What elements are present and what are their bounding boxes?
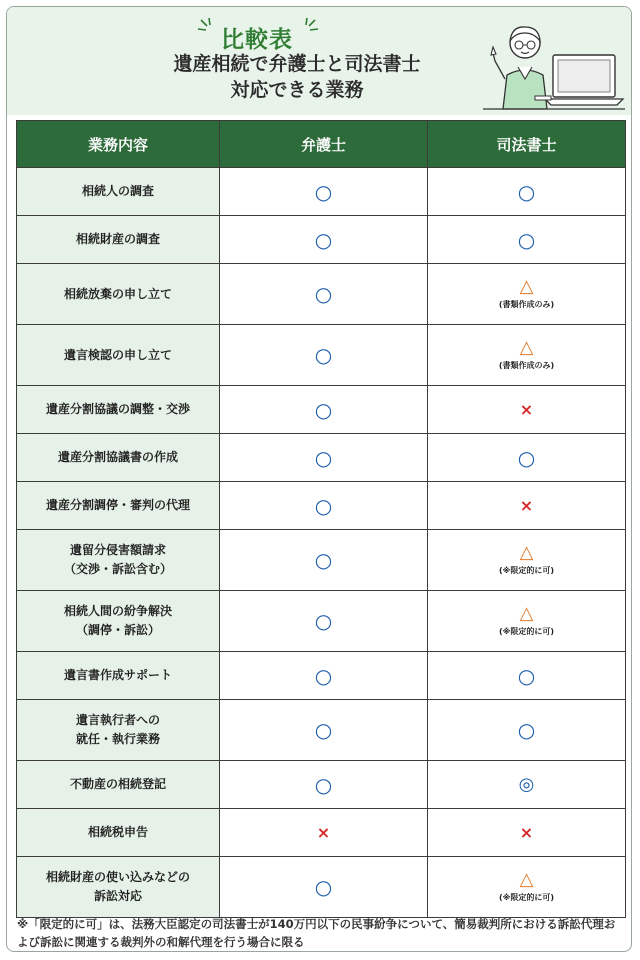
table-row bbox=[17, 216, 626, 264]
table-row bbox=[17, 652, 626, 700]
circle-mark-icon: ○ bbox=[517, 227, 536, 252]
scrivener-mark-cell bbox=[428, 700, 626, 761]
scrivener-mark-cell bbox=[428, 652, 626, 700]
triangle-mark-icon: △ bbox=[519, 603, 534, 624]
circle-mark-icon: ○ bbox=[314, 179, 333, 204]
table-row bbox=[17, 325, 626, 386]
task-label: 相続人間の紛争解決 （調停・訴訟） bbox=[17, 591, 220, 652]
circle-mark-icon: ○ bbox=[517, 179, 536, 204]
triangle-mark-icon: △ bbox=[519, 869, 534, 890]
lawyer-mark-cell bbox=[220, 809, 428, 857]
circle-mark-icon: ○ bbox=[314, 282, 333, 306]
circle-mark-icon: ○ bbox=[314, 548, 333, 572]
triangle-mark-icon: △ bbox=[519, 337, 534, 358]
scrivener-mark-cell bbox=[428, 216, 626, 264]
scrivener-mark-cell bbox=[428, 530, 626, 591]
footnote: ※「限定的に可」は、法務大臣認定の司法書士が140万円以下の民事紛争について、簡易裁判所における訴訟代理および訴訟に関連する裁判外の和解代理を行う場合に限る bbox=[17, 917, 616, 949]
lawyer-mark-cell bbox=[220, 434, 428, 482]
table-row bbox=[17, 264, 626, 325]
table-row bbox=[17, 700, 626, 761]
lawyer-mark-cell bbox=[220, 264, 428, 325]
circle-mark-icon: ○ bbox=[314, 445, 333, 470]
scrivener-note: (※限定的に可) bbox=[498, 566, 555, 575]
scrivener-mark-cell bbox=[428, 168, 626, 216]
page-title: 比較表 bbox=[221, 27, 293, 53]
circle-mark-icon: ○ bbox=[314, 609, 333, 633]
table-header-row bbox=[17, 121, 626, 168]
circle-mark-icon: ○ bbox=[314, 663, 333, 688]
table-row bbox=[17, 386, 626, 434]
task-label: 遺産分割協議書の作成 bbox=[17, 434, 220, 482]
task-label: 相続人の調査 bbox=[17, 168, 220, 216]
scrivener-note: (※限定的に可) bbox=[498, 893, 555, 902]
scrivener-mark-cell bbox=[428, 264, 626, 325]
comparison-table bbox=[16, 120, 626, 918]
task-label: 相続税申告 bbox=[17, 809, 220, 857]
circle-mark-icon: ○ bbox=[314, 718, 333, 742]
circle-mark-icon: ○ bbox=[314, 227, 333, 252]
task-label: 遺産分割調停・審判の代理 bbox=[17, 482, 220, 530]
header-banner bbox=[7, 7, 631, 115]
table-row bbox=[17, 591, 626, 652]
triangle-mark-icon: △ bbox=[519, 276, 534, 297]
task-label: 相続財産の調査 bbox=[17, 216, 220, 264]
cross-mark-icon: × bbox=[519, 399, 534, 419]
lawyer-mark-cell bbox=[220, 591, 428, 652]
scrivener-mark-cell bbox=[428, 386, 626, 434]
double-circle-mark-icon: ◎ bbox=[518, 773, 535, 795]
circle-mark-icon: ○ bbox=[517, 663, 536, 688]
lawyer-mark-cell bbox=[220, 216, 428, 264]
subtitle-line-2: 対応できる業務 bbox=[230, 79, 364, 101]
task-label: 遺留分侵害額請求 （交渉・訴訟含む） bbox=[17, 530, 220, 591]
cross-mark-icon: × bbox=[316, 822, 331, 842]
circle-mark-icon: ○ bbox=[517, 718, 536, 742]
table-row bbox=[17, 530, 626, 591]
table-row bbox=[17, 761, 626, 809]
cross-mark-icon: × bbox=[519, 822, 534, 842]
scrivener-mark-cell bbox=[428, 325, 626, 386]
lawyer-mark-cell bbox=[220, 325, 428, 386]
scrivener-mark-cell bbox=[428, 809, 626, 857]
circle-mark-icon: ○ bbox=[517, 445, 536, 470]
lawyer-mark-cell bbox=[220, 857, 428, 918]
table-row bbox=[17, 482, 626, 530]
task-label: 遺産分割協議の調整・交渉 bbox=[17, 386, 220, 434]
lawyer-mark-cell bbox=[220, 761, 428, 809]
task-label: 遺言執行者への 就任・執行業務 bbox=[17, 700, 220, 761]
table-row bbox=[17, 168, 626, 216]
lawyer-mark-cell bbox=[220, 482, 428, 530]
lawyer-mark-cell bbox=[220, 386, 428, 434]
table-row bbox=[17, 857, 626, 918]
scrivener-note: (書類作成のみ) bbox=[498, 361, 555, 370]
column-header-scrivener: 司法書士 bbox=[428, 121, 626, 168]
lawyer-mark-cell bbox=[220, 700, 428, 761]
advisor-with-laptop-illustration bbox=[477, 17, 627, 113]
table-row bbox=[17, 434, 626, 482]
column-header-task: 業務内容 bbox=[17, 121, 220, 168]
scrivener-mark-cell bbox=[428, 761, 626, 809]
task-label: 遺言検認の申し立て bbox=[17, 325, 220, 386]
task-label: 相続放棄の申し立て bbox=[17, 264, 220, 325]
circle-mark-icon: ○ bbox=[314, 397, 333, 422]
circle-mark-icon: ○ bbox=[314, 875, 333, 899]
scrivener-mark-cell bbox=[428, 591, 626, 652]
lawyer-mark-cell bbox=[220, 168, 428, 216]
scrivener-mark-cell bbox=[428, 857, 626, 918]
cross-mark-icon: × bbox=[519, 495, 534, 515]
table-row bbox=[17, 809, 626, 857]
comparison-card bbox=[6, 6, 632, 952]
circle-mark-icon: ○ bbox=[314, 772, 333, 797]
scrivener-note: (※限定的に可) bbox=[498, 627, 555, 636]
scrivener-mark-cell bbox=[428, 434, 626, 482]
circle-mark-icon: ○ bbox=[314, 343, 333, 367]
scrivener-note: (書類作成のみ) bbox=[498, 300, 555, 309]
subtitle-line-1: 遺産相続で弁護士と司法書士 bbox=[173, 53, 421, 75]
column-header-lawyer: 弁護士 bbox=[220, 121, 428, 168]
circle-mark-icon: ○ bbox=[314, 493, 333, 518]
lawyer-mark-cell bbox=[220, 530, 428, 591]
task-label: 相続財産の使い込みなどの 訴訟対応 bbox=[17, 857, 220, 918]
sparkle-right-icon bbox=[297, 17, 319, 39]
scrivener-mark-cell bbox=[428, 482, 626, 530]
task-label: 遺言書作成サポート bbox=[17, 652, 220, 700]
triangle-mark-icon: △ bbox=[519, 542, 534, 563]
task-label: 不動産の相続登記 bbox=[17, 761, 220, 809]
lawyer-mark-cell bbox=[220, 652, 428, 700]
